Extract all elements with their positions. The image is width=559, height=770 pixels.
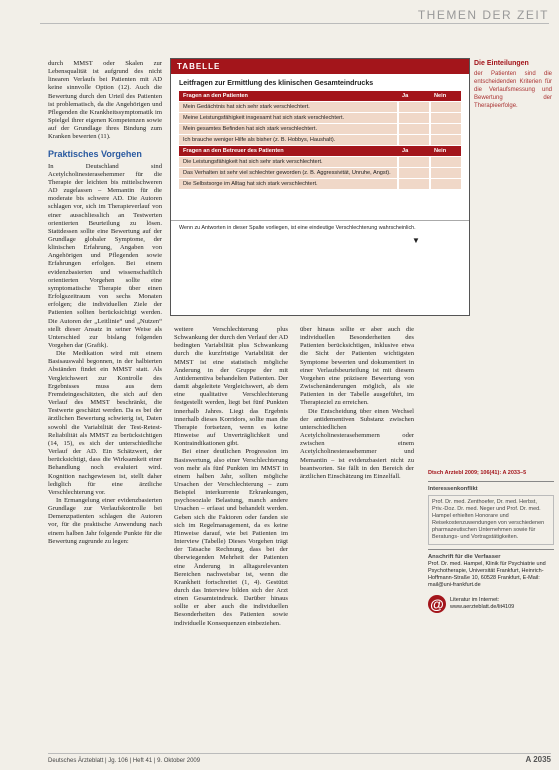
table-footnote: Wenn zu Antworten in dieser Spalte vorliegen, ist eine eindeutige Verschlechterung wahrscheinlich. — [171, 220, 469, 235]
questions-table — [179, 91, 461, 190]
answer-cell — [398, 102, 430, 113]
question-cell: Das Verhalten ist sehr viel schlechter geworden (z. B. Aggressivität, Unruhe, Angst). — [179, 168, 398, 179]
column-1 — [48, 60, 162, 546]
paragraph: durch MMST oder Skalen zur Lebensqualität ist aufgrund des nicht linearen Verlaufs bei Patienten mit AD keine sinnvolle Option (12). Auch die Bewertung durch den Urteil des Patienten ist problematisch, da die Angehörigen und Pflegenden die Krankheitssymptomatik im Spielgel ihrer eigenen Kompetenzen sowie auf der Grundlage ihres Bindung zum Kranken bewerten (11). — [48, 60, 162, 141]
answer-cell — [398, 124, 430, 135]
table-row — [179, 113, 461, 124]
paragraph: In Ermangelung einer evidenzbasierten Grundlage zur Verlaufskontrolle bei Demenzpatienten schlagen die Autoren vor, für die praktische Anwendung nach einem halben Jahr folgende Punkte für die Bewertung zugrunde zu legen: — [48, 496, 162, 545]
table-label: TABELLE — [171, 59, 469, 74]
section-header: THEMEN DER ZEIT — [417, 8, 549, 22]
question-cell: Meine Leistungsfähigkeit insgesamt hat sich stark verschlechtert. — [179, 113, 398, 124]
ja-column-header: Ja — [398, 146, 430, 157]
nein-column-header: Nein — [430, 146, 461, 157]
at-sign-icon: @ — [428, 595, 446, 613]
sidebar-note — [474, 60, 552, 110]
question-cell: Die Selbstsorge im Alltag hat sich stark verschlechtert. — [179, 179, 398, 190]
table-row — [179, 168, 461, 179]
conflict-text: Prof. Dr. med. Zenthoefer, Dr. med. Herbst, Priv.-Doz. Dr. med. Neger und Prof. Dr. med. Hampel erhielten Honorare und Reisekostenzuwendungen von verschiedenen pharmazeutischen Unternehmen sowie für Beratungs- und Vortragstätigkeiten. — [428, 495, 554, 545]
question-cell: Die Leistungsfähigkeit hat sich sehr stark verschlechtert. — [179, 157, 398, 168]
answer-cell — [398, 157, 430, 168]
divider — [428, 549, 554, 550]
table-header-row — [179, 146, 461, 157]
table-row — [179, 135, 461, 146]
conflict-heading: Interessenkonflikt — [428, 486, 478, 492]
table-header-row — [179, 91, 461, 102]
answer-cell — [398, 179, 430, 190]
arrow-down-icon: ▼ — [412, 236, 420, 245]
question-cell: Mein gesamtes Befinden hat sich stark verschlechtert. — [179, 124, 398, 135]
references-block — [428, 470, 554, 613]
web-label: Literatur im Internet: — [450, 597, 500, 603]
divider — [428, 481, 554, 482]
footer-divider — [48, 753, 551, 754]
paragraph: über hinaus sollte er aber auch die individuellen Besonderheiten des Patienten berücksichtigen, inklusive etwa die Sicht der Patienten wichtigsten Symptome bewerten und dokumentiert in einer Verlaufsbeurteilung ist mit diesem Vorgehen eine präzisere Bewertung von Zwischenänderungen möglich, als sie Patienten in der Tabelle ausgeführt, im Therapieziel zu erreichen. — [300, 326, 414, 407]
questions-table-box — [170, 58, 470, 316]
table-row — [179, 124, 461, 135]
paragraph: Die Medikation wird mit einem Basisauswahl begonnen, in der halbierten Abständen findet ein MMST statt. Als Vergleichswert zur Kontrolle des Ergebnisses muss aus dem Fremdeingeschätzten, die sich auf den Verlauf des MMST beschränkt, die Testwerte geschätzt werden. Da es bei der ärztlichen Bewertung schwierig ist, Daten sowohl die Variabilität der Test-Retest-Reliabilität als MMST zu berücksichtigen (14, 15), es sich der unterschiedliche Verlauf der AD. Ein Schätzwert, der berücksichtigt, dass die Wirksamkeit einer Behandlung noch evaluiert wird. Kognition nachgewiesen ist, stellt daher lediglich für eine ärztliche Verschlechterung vor. — [48, 350, 162, 496]
answer-cell — [430, 124, 461, 135]
table-row — [179, 102, 461, 113]
page-number: A 2035 — [525, 755, 551, 764]
answer-cell — [430, 102, 461, 113]
answer-cell — [430, 157, 461, 168]
answer-cell — [398, 168, 430, 179]
sidebar-title: Die Einteilungen — [474, 60, 529, 67]
answer-cell — [430, 135, 461, 146]
answer-cell — [398, 135, 430, 146]
paragraph: Die Entscheidung über einen Wechsel der antidementiven Substanz zwischen unterschiedlichen Acetylcholinesterasehemmern oder zwischen einem Acetylcholinesterasehemmer und Memantin – ist evidenzbasiert nicht zu beantworten. Sie fällt in den Bereich der ärztlichen Einschätzung im Einzelfall. — [300, 407, 414, 480]
question-cell: Mein Gedächtnis hat sich sehr stark verschlechtert. — [179, 102, 398, 113]
header-divider — [40, 23, 549, 24]
nein-column-header: Nein — [430, 91, 461, 102]
column-3 — [300, 326, 414, 480]
paragraph: weitere Verschlechterung plus Schwankung der durch den Verlauf der AD bedingten Variabilität plus Schwankung durch die kurzfristige Variabilität der MMST ist eine statistisch mögliche Änderung in der Gruppe der mit Antidementiva behandelten Patienten. Der damit abgeleitete Vergleichswert, ab dem eine qualitative Verschlechterung festgestellt werden, liegt bei fünf Punkten innerhalb Jahres. Liegt das Ergebnis innerhalb dieses Korridors, sollte man die Therapie fortsetzen, wenn es keine Hinweise auf Unverträglichkeit und Kontraindikationen gibt. — [174, 326, 288, 448]
footer-journal: Deutsches Ärzteblatt | Jg. 106 | Heft 41 | 9. Oktober 2009 — [48, 758, 201, 764]
answer-cell — [398, 113, 430, 124]
patient-questions-header: Fragen an den Patienten — [179, 91, 398, 102]
web-reference[interactable] — [428, 595, 554, 613]
address-text: Prof. Dr. med. Hampel, Klinik für Psychiatrie und Psychotherapie, Universität Frankfurt, Heinrich-Hoffmann-Straße 10, 60528 Frankfurt, E-Mail: mail@uni-frankfurt.de — [428, 561, 546, 588]
address-heading: Anschrift für die Verfasser — [428, 554, 501, 560]
answer-cell — [430, 179, 461, 190]
answer-cell — [430, 113, 461, 124]
section-heading: Praktisches Vorgehen — [48, 148, 142, 159]
sidebar-text: der Patienten sind die entscheidenden Kriterien für die Verlaufsmessung und Bewertung der Therapieerfolge. — [474, 71, 552, 110]
table-caption: Leitfragen zur Ermittlung des klinischen Gesamteindrucks — [179, 80, 374, 87]
table-row — [179, 157, 461, 168]
column-2 — [174, 326, 288, 628]
caregiver-questions-header: Fragen an den Betreuer des Patienten — [179, 146, 398, 157]
question-cell: Ich brauche weniger Hilfe als bisher (z. B. Hobbys, Haushalt). — [179, 135, 398, 146]
citation: Dtsch Arztebl 2009; 106(41): A 2033–5 — [428, 470, 527, 476]
ja-column-header: Ja — [398, 91, 430, 102]
paragraph: In Deutschland sind Acetylcholinesterasehemmer für die Therapie der leichten bis mittelschweren AD zugelassen – Memantin für die moderate bis schwere AD. Die Autoren schlagen vor, sich im Therapieverlauf von einer ausschliesslich an Testwerten orientierten Beurteilung zu lösen. Stattdessen sollte eine Bewertung auf der Grundlage globaler Symptome, der klinischen Erfahrung, Angaben von Angehörigen und Pflegenden sowie Erfahrungen erfolgen. Bei einem evidenzbasierten und wissenschaftlich orientierten Vorgehen sollte eine symptomatische Therapie über einen Erfolgszeitraum von sechs Monaten erfolgen; die individuellen Ziele der Patienten sollten berücksichtigt werden. Die Autoren der „Leitlinie“ und „Nutzen“ stellt dieser Ansatz in seiner Weise als Unterschied zur bislang folgenden Vorgehen dar (Grafik). — [48, 162, 162, 349]
paragraph: Bei einer deutlichen Progression im Basiswertung, also einer Verschlechterung von mehr als fünf Punkten im MMST in einem halben Jahr, sollten mögliche Ursachen der Verschlechterung – zum Beispiel interkurrente Erkrankungen, psychosoziale Belastung, manch andere Ursachen – erfasst und behandelt werden. Geben sich die Faktoren oder fanden sie sich im Regelmanagement, da es keine Hinweise darauf, wie bei Patienten im Interview (Tabelle) Dieses Vorgehen trägt der Tatsache Rechnung, dass bei der überwiegenden Mehrheit der Patienten eine Änderung in alltagsrelevanten Bereichen nachweisbar ist, wenn die Krankheit fortschreitet (1, 4). Gestützt durch das Interview bilden sich der Arzt einen Gesamteindruck. Darüber hinaus sollte er aber auch die individuellen Besonderheiten des Patienten sowie individuelle Konsequenzen einbeziehen. — [174, 448, 288, 627]
answer-cell — [430, 168, 461, 179]
table-row — [179, 179, 461, 190]
web-url[interactable]: www.aerzteblatt.de/lit4109 — [450, 604, 515, 610]
